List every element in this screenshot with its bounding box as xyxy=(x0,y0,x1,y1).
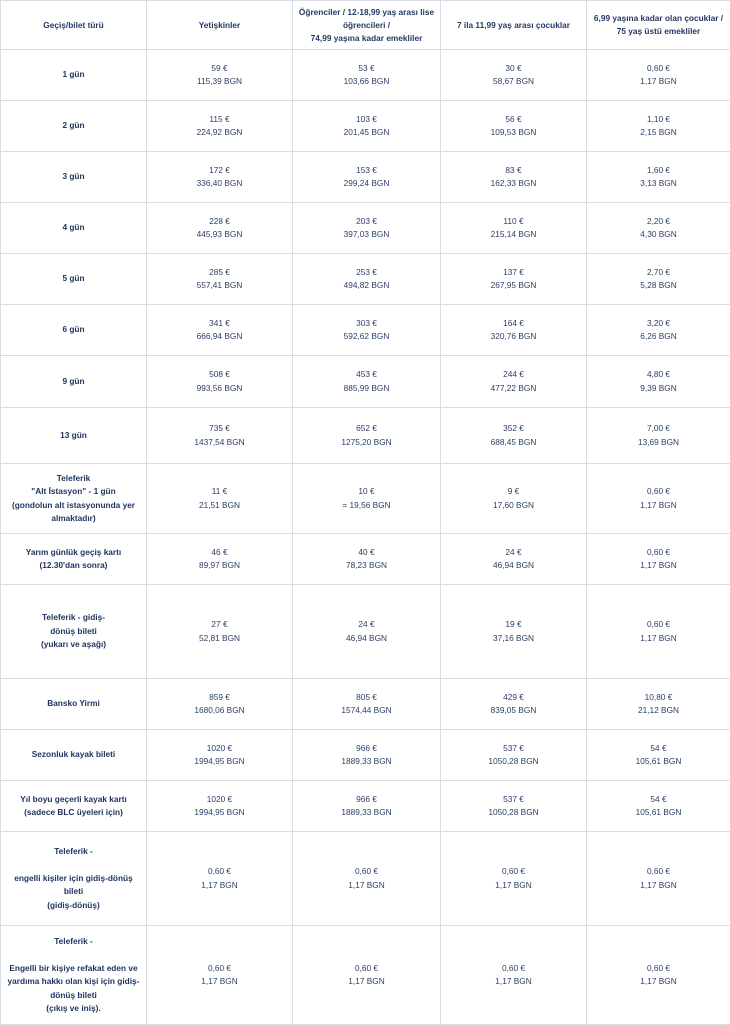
price-adults: 0,60 € 1,17 BGN xyxy=(147,926,293,1025)
table-row xyxy=(1,464,730,534)
header-adults: Yetişkinler xyxy=(147,1,293,50)
table-row xyxy=(1,408,730,464)
price-children-7-11: 352 € 688,45 BGN xyxy=(441,408,587,464)
price-adults: 59 € 115,39 BGN xyxy=(147,50,293,101)
row-label: Teleferik - gidiş- dönüş bileti (yukarı ve aşağı) xyxy=(1,585,147,679)
price-students: 203 € 397,03 BGN xyxy=(293,203,441,254)
price-students: 153 € 299,24 BGN xyxy=(293,152,441,203)
row-label: 3 gün xyxy=(1,152,147,203)
table-row xyxy=(1,50,730,101)
price-adults: 27 € 52,81 BGN xyxy=(147,585,293,679)
price-children-7-11: 24 € 46,94 BGN xyxy=(441,534,587,585)
price-children-7-11: 19 € 37,16 BGN xyxy=(441,585,587,679)
price-adults: 1020 € 1994,95 BGN xyxy=(147,781,293,832)
price-children-under-7: 1,10 € 2,15 BGN xyxy=(587,101,730,152)
header-children-under-7: 6,99 yaşına kadar olan çocuklar / 75 yaş üstü emekliler xyxy=(587,1,730,50)
price-children-under-7: 2,20 € 4,30 BGN xyxy=(587,203,730,254)
price-children-7-11: 537 € 1050,28 BGN xyxy=(441,730,587,781)
row-label: 9 gün xyxy=(1,356,147,408)
price-children-7-11: 244 € 477,22 BGN xyxy=(441,356,587,408)
price-adults: 11 € 21,51 BGN xyxy=(147,464,293,534)
row-label: 6 gün xyxy=(1,305,147,356)
price-children-under-7: 3,20 € 6,26 BGN xyxy=(587,305,730,356)
price-adults: 341 € 666,94 BGN xyxy=(147,305,293,356)
price-adults: 115 € 224,92 BGN xyxy=(147,101,293,152)
row-label: 2 gün xyxy=(1,101,147,152)
price-children-under-7: 54 € 105,61 BGN xyxy=(587,730,730,781)
price-students: 0,60 € 1,17 BGN xyxy=(293,926,441,1025)
table-row xyxy=(1,730,730,781)
price-children-under-7: 2,70 € 5,28 BGN xyxy=(587,254,730,305)
price-adults: 46 € 89,97 BGN xyxy=(147,534,293,585)
price-children-7-11: 164 € 320,76 BGN xyxy=(441,305,587,356)
price-children-7-11: 83 € 162,33 BGN xyxy=(441,152,587,203)
price-students: 966 € 1889,33 BGN xyxy=(293,730,441,781)
price-children-7-11: 0,60 € 1,17 BGN xyxy=(441,926,587,1025)
price-children-under-7: 0,60 € 1,17 BGN xyxy=(587,585,730,679)
price-children-under-7: 54 € 105,61 BGN xyxy=(587,781,730,832)
price-students: 453 € 885,99 BGN xyxy=(293,356,441,408)
table-row xyxy=(1,585,730,679)
table-row xyxy=(1,679,730,730)
price-children-under-7: 0,60 € 1,17 BGN xyxy=(587,832,730,926)
header-students: Öğrenciler / 12-18,99 yaş arası lise öğrencileri / 74,99 yaşına kadar emekliler xyxy=(293,1,441,50)
row-label: 13 gün xyxy=(1,408,147,464)
price-adults: 228 € 445,93 BGN xyxy=(147,203,293,254)
price-children-7-11: 537 € 1050,28 BGN xyxy=(441,781,587,832)
price-adults: 172 € 336,40 BGN xyxy=(147,152,293,203)
row-label: Yıl boyu geçerli kayak kartı (sadece BLC üyeleri için) xyxy=(1,781,147,832)
price-children-7-11: 0,60 € 1,17 BGN xyxy=(441,832,587,926)
price-students: 53 € 103,66 BGN xyxy=(293,50,441,101)
row-label: Teleferik "Alt İstasyon" - 1 gün (gondolun alt istasyonunda yer almaktadır) xyxy=(1,464,147,534)
price-adults: 0,60 € 1,17 BGN xyxy=(147,832,293,926)
table-header-row xyxy=(1,1,730,50)
table-row xyxy=(1,101,730,152)
price-children-under-7: 4,80 € 9,39 BGN xyxy=(587,356,730,408)
price-students: 966 € 1889,33 BGN xyxy=(293,781,441,832)
price-adults: 285 € 557,41 BGN xyxy=(147,254,293,305)
row-label: Teleferik - engelli kişiler için gidiş-dönüş bileti (gidiş-dönüş) xyxy=(1,832,147,926)
price-children-under-7: 10,80 € 21,12 BGN xyxy=(587,679,730,730)
table-row xyxy=(1,152,730,203)
price-children-under-7: 1,60 € 3,13 BGN xyxy=(587,152,730,203)
header-children-7-11: 7 ila 11,99 yaş arası çocuklar xyxy=(441,1,587,50)
price-children-under-7: 0,60 € 1,17 BGN xyxy=(587,926,730,1025)
price-students: 303 € 592,62 BGN xyxy=(293,305,441,356)
row-label: Teleferik - Engelli bir kişiye refakat eden ve yardıma hakkı olan kişi için gidiş-dönüş bileti (çıkış ve iniş). xyxy=(1,926,147,1025)
price-children-under-7: 7,00 € 13,69 BGN xyxy=(587,408,730,464)
price-students: 24 € 46,94 BGN xyxy=(293,585,441,679)
price-children-under-7: 0,60 € 1,17 BGN xyxy=(587,50,730,101)
table-row xyxy=(1,305,730,356)
price-students: 652 € 1275,20 BGN xyxy=(293,408,441,464)
price-adults: 1020 € 1994,95 BGN xyxy=(147,730,293,781)
price-students: 805 € 1574,44 BGN xyxy=(293,679,441,730)
table-row xyxy=(1,832,730,926)
table-row xyxy=(1,203,730,254)
price-children-7-11: 110 € 215,14 BGN xyxy=(441,203,587,254)
row-label: 4 gün xyxy=(1,203,147,254)
price-adults: 735 € 1437,54 BGN xyxy=(147,408,293,464)
price-adults: 508 € 993,56 BGN xyxy=(147,356,293,408)
price-students: 253 € 494,82 BGN xyxy=(293,254,441,305)
price-students: 103 € 201,45 BGN xyxy=(293,101,441,152)
price-children-7-11: 9 € 17,60 BGN xyxy=(441,464,587,534)
row-label: Sezonluk kayak bileti xyxy=(1,730,147,781)
table-row xyxy=(1,534,730,585)
price-students: 40 € 78,23 BGN xyxy=(293,534,441,585)
price-children-7-11: 429 € 839,05 BGN xyxy=(441,679,587,730)
price-children-under-7: 0,60 € 1,17 BGN xyxy=(587,464,730,534)
header-ticket-type: Geçiş/bilet türü xyxy=(1,1,147,50)
price-children-under-7: 0,60 € 1,17 BGN xyxy=(587,534,730,585)
row-label: 1 gün xyxy=(1,50,147,101)
table-row xyxy=(1,781,730,832)
row-label: Bansko Yirmi xyxy=(1,679,147,730)
table-row xyxy=(1,254,730,305)
price-students: 0,60 € 1,17 BGN xyxy=(293,832,441,926)
table-row xyxy=(1,926,730,1025)
table-row xyxy=(1,356,730,408)
price-adults: 859 € 1680,06 BGN xyxy=(147,679,293,730)
price-children-7-11: 30 € 58,67 BGN xyxy=(441,50,587,101)
row-label: Yarım günlük geçiş kartı (12.30'dan sonra) xyxy=(1,534,147,585)
price-children-7-11: 56 € 109,53 BGN xyxy=(441,101,587,152)
row-label: 5 gün xyxy=(1,254,147,305)
price-students: 10 € = 19,56 BGN xyxy=(293,464,441,534)
price-children-7-11: 137 € 267,95 BGN xyxy=(441,254,587,305)
